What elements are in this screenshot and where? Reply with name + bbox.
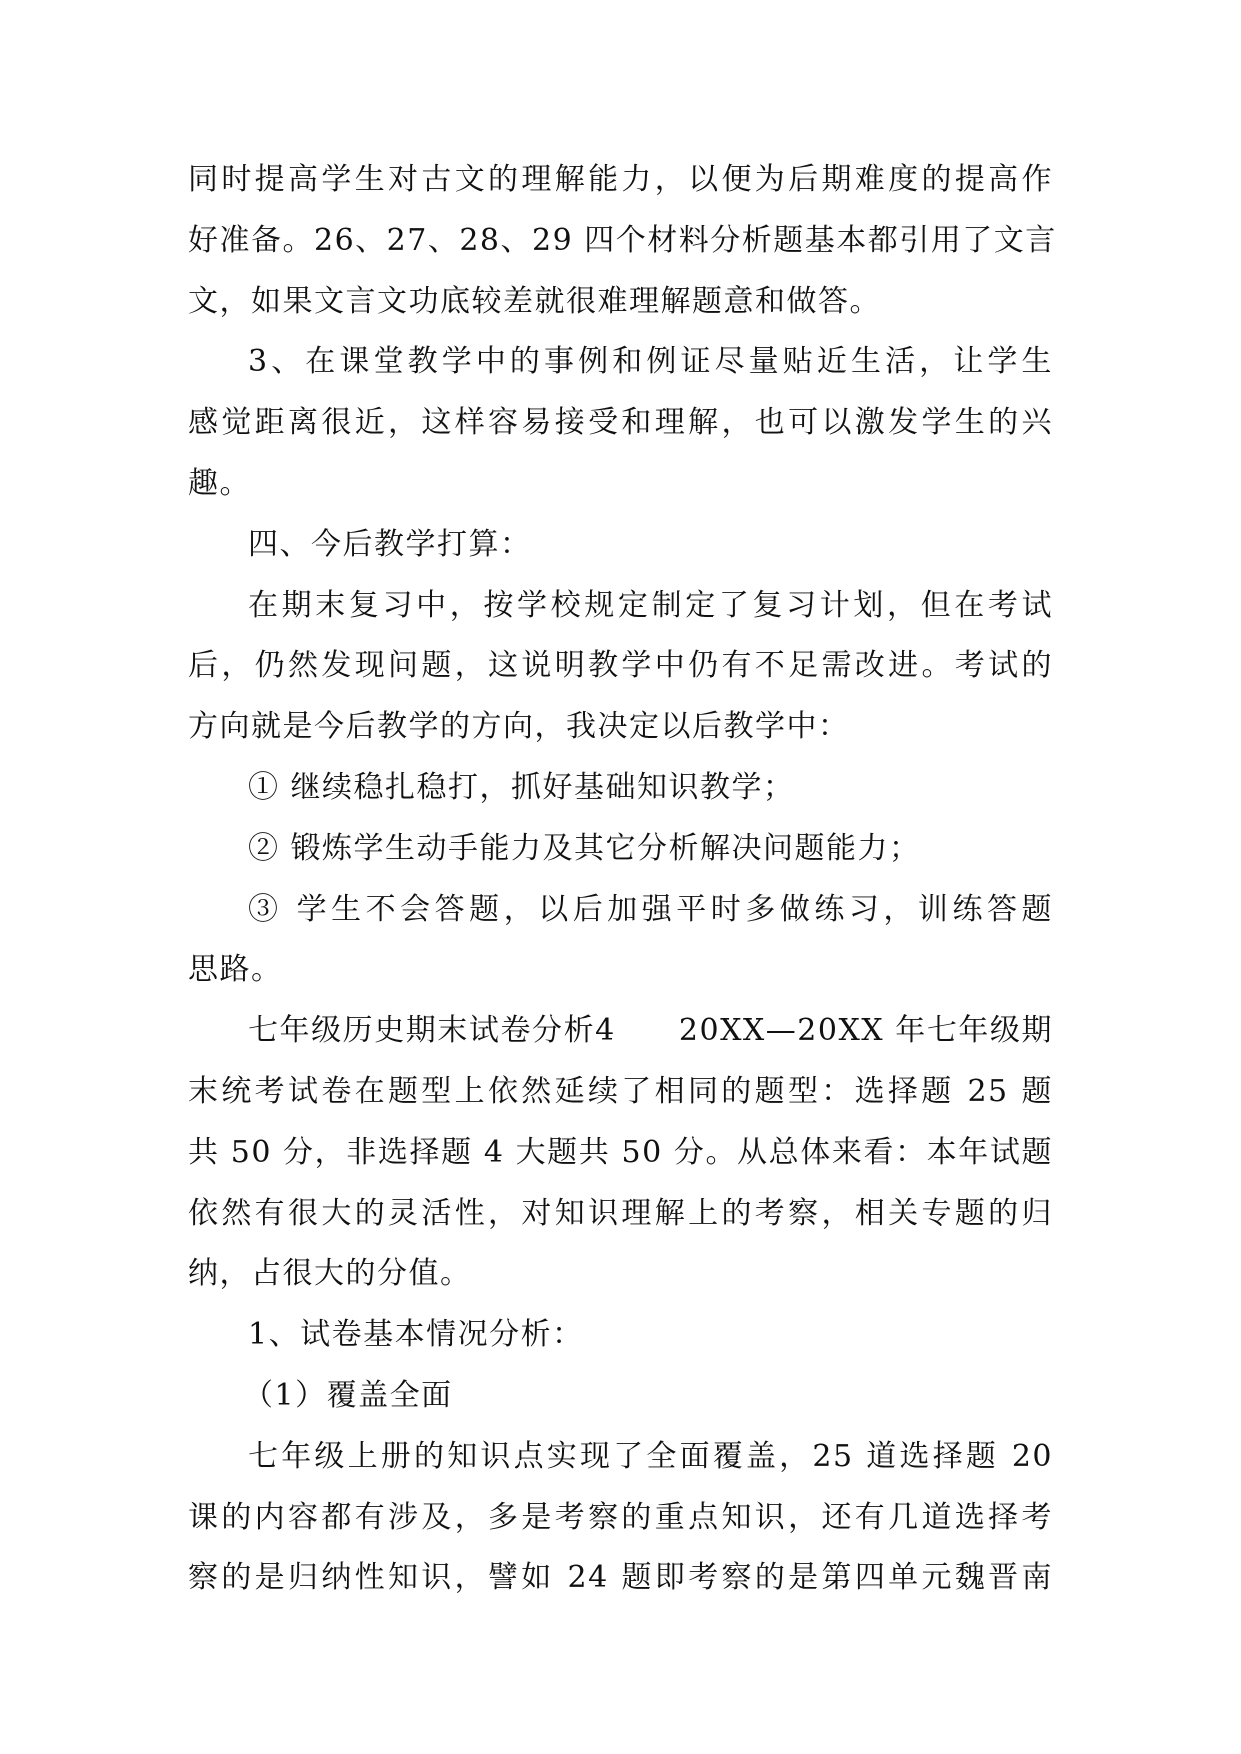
text-line: 课的内容都有涉及，多是考察的重点知识，还有几道选择考 xyxy=(188,1499,1053,1535)
document-body xyxy=(188,150,1057,1609)
text-line: 感觉距离很近，这样容易接受和理解，也可以激发学生的兴 xyxy=(188,405,1053,441)
text-line: 察的是归纳性知识，譬如 24 题即考察的是第四单元魏晋南 xyxy=(188,1560,1053,1596)
text-line: 依然有很大的灵活性，对知识理解上的考察，相关专题的归 xyxy=(188,1195,1053,1231)
list-item: ② 锻炼学生动手能力及其它分析解决问题能力； xyxy=(248,830,921,866)
section-heading: 1、试卷基本情况分析： xyxy=(248,1317,584,1353)
section-heading: 四、今后教学打算： xyxy=(248,526,532,562)
text-line: 趣。 xyxy=(188,465,251,501)
list-item: ③ 学生不会答题，以后加强平时多做练习，训练答题 xyxy=(248,891,1053,927)
text-line: 思路。 xyxy=(188,952,283,988)
text-line: 3、在课堂教学中的事例和例证尽量贴近生活，让学生 xyxy=(248,344,1053,380)
text-line: 同时提高学生对古文的理解能力，以便为后期难度的提高作 xyxy=(188,162,1053,197)
text-line: 纳，占很大的分值。 xyxy=(188,1256,472,1292)
text-line: 后，仍然发现问题，这说明教学中仍有不足需改进。考试的 xyxy=(188,648,1053,684)
text-line: 好准备。26、27、28、29 四个材料分析题基本都引用了文言 xyxy=(188,222,1057,258)
list-item: ① 继续稳扎稳打，抓好基础知识教学； xyxy=(248,769,795,805)
text-line: 在期末复习中，按学校规定制定了复习计划，但在考试 xyxy=(248,587,1053,623)
text-line: 文，如果文言文功底较差就很难理解题意和做答。 xyxy=(188,283,881,319)
text-line: 方向就是今后教学的方向，我决定以后教学中： xyxy=(188,709,850,745)
subsection-heading: （1）覆盖全面 xyxy=(243,1377,453,1413)
section-title-line: 七年级历史期末试卷分析4 20XX—20XX 年七年级期 xyxy=(248,1013,1053,1049)
text-line: 共 50 分，非选择题 4 大题共 50 分。从总体来看：本年试题 xyxy=(188,1134,1053,1170)
text-line: 七年级上册的知识点实现了全面覆盖，25 道选择题 20 xyxy=(248,1438,1053,1474)
text-line: 末统考试卷在题型上依然延续了相同的题型：选择题 25 题 xyxy=(188,1073,1053,1109)
